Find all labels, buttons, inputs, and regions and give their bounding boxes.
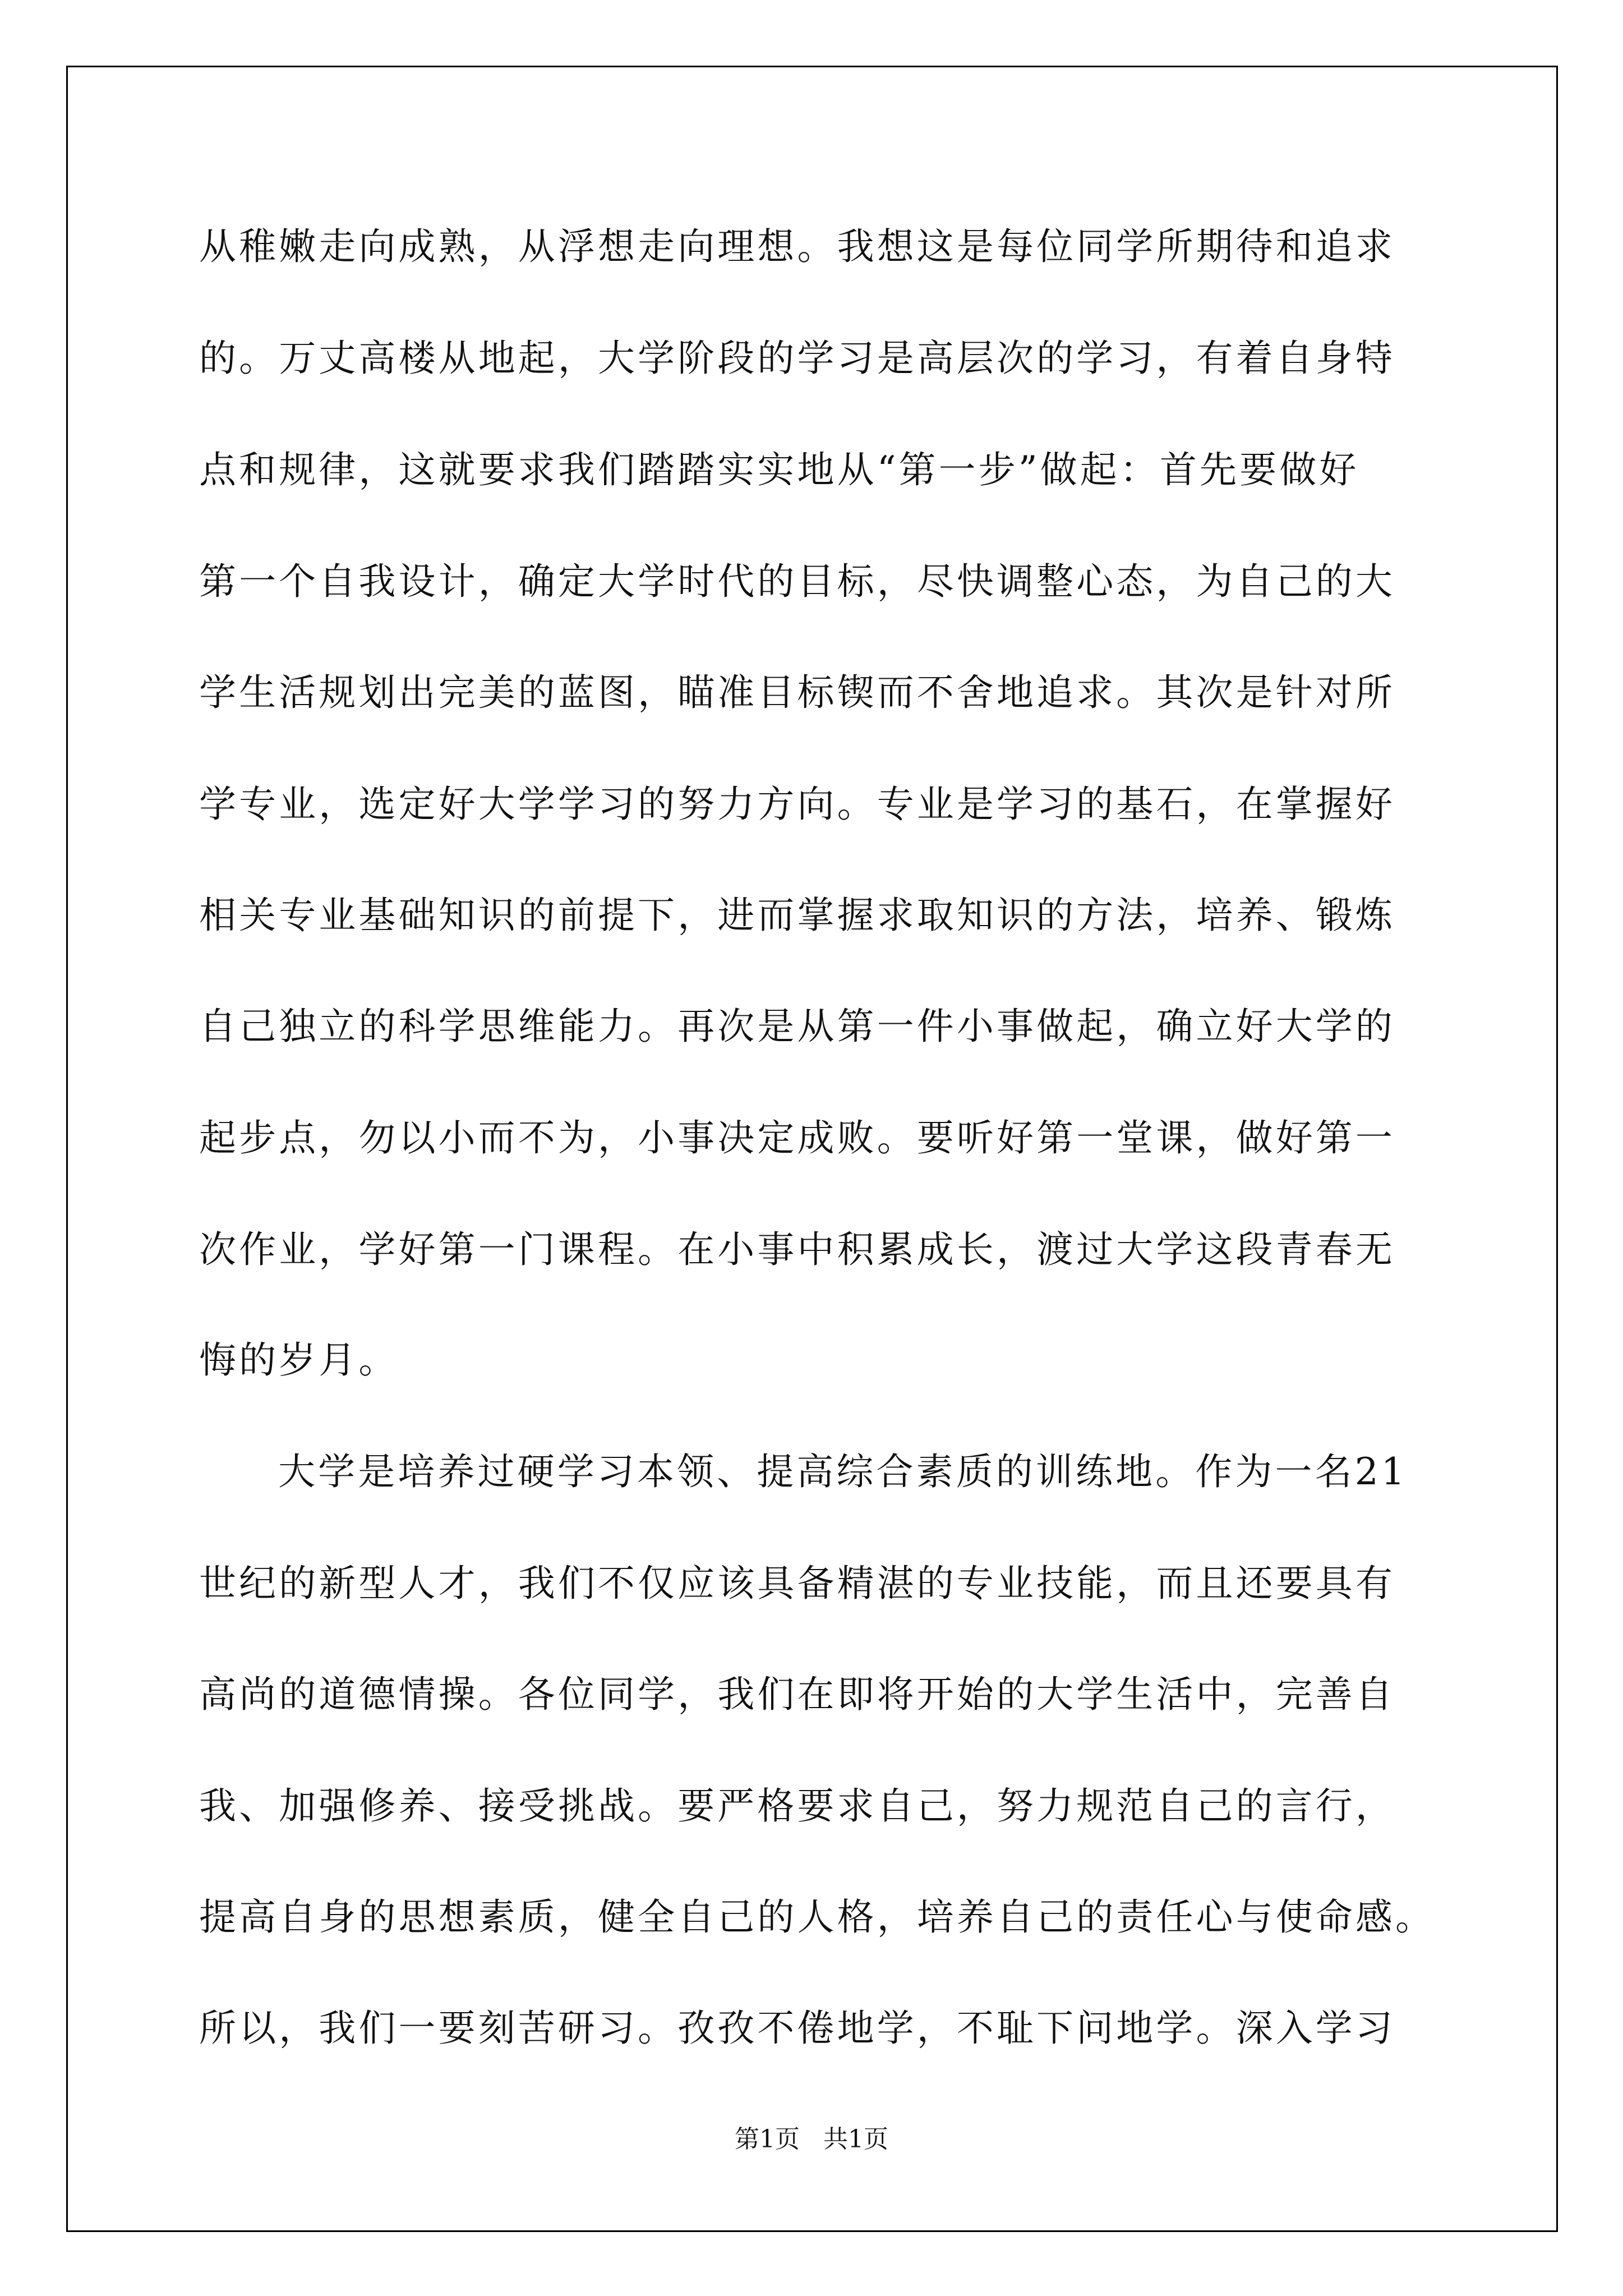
- text-line: 第一个自我设计，确定大学时代的目标，尽快调整心态，为自己的大: [199, 560, 1395, 603]
- text-line: 次作业，学好第一门课程。在小事中积累成长，渡过大学这段青春无: [199, 1228, 1395, 1271]
- text-line: 提高自身的思想素质，健全自己的人格，培养自己的责任心与使命感。: [199, 1895, 1436, 1939]
- text-line: 点和规律，这就要求我们踏踏实实地从“第一步”做起：首先要做好: [199, 448, 1359, 491]
- text-line: 的。万丈高楼从地起，大学阶段的学习是高层次的学习，有着自身特: [199, 337, 1395, 380]
- text-line: 从稚嫩走向成熟，从浮想走向理想。我想这是每位同学所期待和追求: [199, 225, 1395, 268]
- page-number-footer: 第1页 共1页: [735, 2125, 888, 2154]
- text-line: 我、加强修养、接受挑战。要严格要求自己，努力规范自己的言行，: [199, 1784, 1395, 1828]
- text-line: 高尚的道德情操。各位同学，我们在即将开始的大学生活中，完善自: [199, 1673, 1395, 1716]
- text-line: 悔的岁月。: [199, 1338, 399, 1382]
- text-line: 相关专业基础知识的前提下，进而掌握求取知识的方法，培养、锻炼: [199, 894, 1395, 937]
- text-line: 起步点，勿以小而不为，小事决定成败。要听好第一堂课，做好第一: [199, 1116, 1395, 1159]
- paragraph-first-line: 大学是培养过硬学习本领、提高综合素质的训练地。作为一名21: [278, 1450, 1408, 1493]
- text-line: 学生活规划出完美的蓝图，瞄准目标锲而不舍地追求。其次是针对所: [199, 671, 1395, 714]
- text-line: 所以，我们一要刻苦研习。孜孜不倦地学，不耻下问地学。深入学习: [199, 2007, 1395, 2050]
- text-line: 自己独立的科学思维能力。再次是从第一件小事做起，确立好大学的: [199, 1005, 1395, 1048]
- text-line: 世纪的新型人才，我们不仅应该具备精湛的专业技能，而且还要具有: [199, 1562, 1395, 1605]
- text-line: 学专业，选定好大学学习的努力方向。专业是学习的基石，在掌握好: [199, 783, 1395, 826]
